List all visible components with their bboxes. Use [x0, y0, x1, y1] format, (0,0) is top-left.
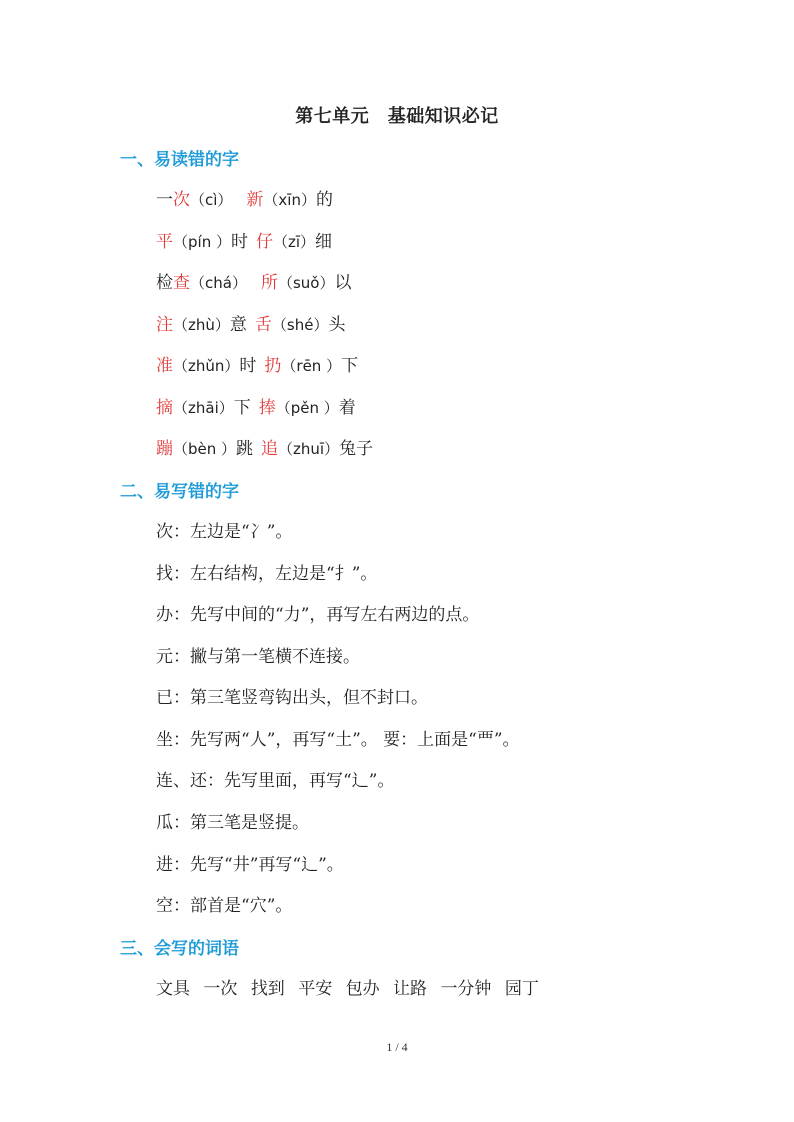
miswritten-line: 坐：先写两“人”，再写“土”。 要：上面是“覀”。 — [156, 730, 520, 750]
vocabulary-line — [156, 976, 539, 1002]
miswritten-line: 元：撇与第一笔横不连接。 — [156, 647, 360, 667]
page-number: 1 / 4 — [386, 1040, 408, 1054]
vocab-word: 一次 — [203, 979, 238, 999]
vocab-word: 平安 — [298, 979, 333, 999]
misread-line: 注（zhù）意 舌（shé）头 — [156, 315, 346, 335]
miswritten-line: 办：先写中间的“力”，再写左右两边的点。 — [156, 605, 480, 625]
section-heading-miswritten: 二、易写错的字 — [120, 482, 239, 502]
vocab-word: 让路 — [393, 979, 428, 999]
vocab-word: 包办 — [345, 979, 380, 999]
miswritten-line: 次：左边是“冫”。 — [156, 522, 293, 542]
vocab-word: 园丁 — [504, 979, 539, 999]
page-title: 第七单元 基础知识必记 — [295, 106, 499, 127]
misread-line: 摘（zhāi）下 捧（pěn ）着 — [156, 398, 356, 418]
miswritten-line: 空：部首是“穴”。 — [156, 896, 293, 916]
misread-line: 准（zhǔn）时 扔（rēn ）下 — [156, 356, 359, 376]
miswritten-line: 连、还：先写里面，再写“辶”。 — [156, 771, 395, 791]
misread-line: 检查（chá） 所（suǒ）以 — [156, 273, 352, 293]
misread-line: 平（pín ）时 仔（zī）细 — [156, 232, 333, 252]
vocab-word: 一分钟 — [440, 979, 492, 999]
section-heading-misread: 一、易读错的字 — [120, 150, 239, 170]
vocab-word: 文具 — [156, 979, 190, 999]
misread-line: 蹦（bèn ）跳 追（zhuī）兔子 — [156, 439, 374, 459]
miswritten-line: 进：先写“井”再写“辶”。 — [156, 855, 344, 875]
miswritten-line: 找：左右结构，左边是“扌”。 — [156, 564, 378, 584]
miswritten-line: 已：第三笔竖弯钩出头，但不封口。 — [156, 688, 428, 708]
vocab-word: 找到 — [250, 979, 285, 999]
section-heading-vocabulary: 三、会写的词语 — [120, 939, 239, 959]
misread-line: 一次（cì） 新（xīn）的 — [156, 190, 333, 210]
miswritten-line: 瓜：第三笔是竖提。 — [156, 813, 309, 833]
